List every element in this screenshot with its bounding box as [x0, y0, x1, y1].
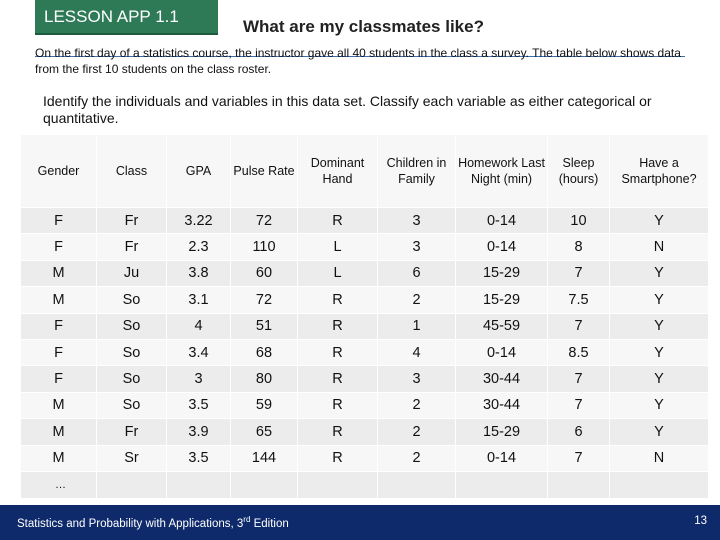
table-cell: Y — [610, 313, 709, 339]
table-cell: 3 — [167, 366, 231, 392]
table-cell: 7.5 — [548, 287, 610, 313]
table-cell: 80 — [231, 366, 298, 392]
table-cell: Fr — [97, 234, 167, 260]
table-cell: M — [21, 392, 97, 418]
page-number: 13 — [694, 515, 707, 527]
column-header: GPA — [167, 135, 231, 208]
table-cell: 7 — [548, 445, 610, 471]
table-cell: M — [21, 287, 97, 313]
table-cell: Y — [610, 419, 709, 445]
table-cell: 0-14 — [456, 208, 548, 234]
book-title: Statistics and Probability with Applications, 3rd Edition — [17, 515, 289, 530]
table-cell: M — [21, 260, 97, 286]
table-cell — [456, 471, 548, 498]
table-cell: Y — [610, 287, 709, 313]
table-cell: F — [21, 339, 97, 365]
table-cell: L — [298, 234, 378, 260]
table-cell — [610, 471, 709, 498]
table-cell: 3.8 — [167, 260, 231, 286]
table-cell — [298, 471, 378, 498]
table-cell: L — [298, 260, 378, 286]
table-cell: Y — [610, 260, 709, 286]
table-cell: 3 — [378, 234, 456, 260]
table-cell: 3.22 — [167, 208, 231, 234]
table-cell: F — [21, 313, 97, 339]
table-cell: 45-59 — [456, 313, 548, 339]
table-cell: M — [21, 419, 97, 445]
table-cell: 3.5 — [167, 392, 231, 418]
table-cell: 0-14 — [456, 234, 548, 260]
table-cell: Y — [610, 208, 709, 234]
table-row — [21, 419, 709, 445]
table-cell: 7 — [548, 313, 610, 339]
table-row — [21, 366, 709, 392]
table-cell: Fr — [97, 419, 167, 445]
table-cell: 4 — [167, 313, 231, 339]
ellipsis-cell: … — [21, 471, 97, 498]
table-cell: 15-29 — [456, 419, 548, 445]
table-cell: R — [298, 419, 378, 445]
table-cell: So — [97, 313, 167, 339]
table-cell: 59 — [231, 392, 298, 418]
table-cell: 2 — [378, 287, 456, 313]
survey-data-table — [20, 134, 709, 499]
table-cell: 3 — [378, 366, 456, 392]
table-cell: N — [610, 445, 709, 471]
table-cell: 2 — [378, 419, 456, 445]
table-cell: 6 — [378, 260, 456, 286]
table-cell: M — [21, 445, 97, 471]
table-cell: 7 — [548, 366, 610, 392]
table-cell: R — [298, 366, 378, 392]
table-cell: 68 — [231, 339, 298, 365]
table-header-row — [21, 135, 709, 208]
table-cell — [231, 471, 298, 498]
column-header: Sleep (hours) — [548, 135, 610, 208]
table-cell: 7 — [548, 392, 610, 418]
table-cell — [167, 471, 231, 498]
table-cell: R — [298, 392, 378, 418]
instructions-paragraph: Identify the individuals and variables in this data set. Classify each variable as either categorical or quantitative. — [43, 93, 652, 126]
table-cell: Sr — [97, 445, 167, 471]
table-cell: 3 — [378, 208, 456, 234]
table-cell: R — [298, 287, 378, 313]
table-row — [21, 260, 709, 286]
table-cell: 2.3 — [167, 234, 231, 260]
table-cell — [97, 471, 167, 498]
table-cell — [378, 471, 456, 498]
table-cell: R — [298, 208, 378, 234]
table-cell: R — [298, 339, 378, 365]
lesson-label: LESSON APP 1.1 — [35, 0, 218, 35]
column-header: Gender — [21, 135, 97, 208]
column-header: Pulse Rate — [231, 135, 298, 208]
table-row — [21, 234, 709, 260]
table-cell: 30-44 — [456, 366, 548, 392]
table-cell: F — [21, 366, 97, 392]
table-cell: 144 — [231, 445, 298, 471]
table-cell: 2 — [378, 445, 456, 471]
table-cell: 0-14 — [456, 339, 548, 365]
table-cell: 3.1 — [167, 287, 231, 313]
table-cell: 3.4 — [167, 339, 231, 365]
table-cell: 15-29 — [456, 260, 548, 286]
column-header: Dominant Hand — [298, 135, 378, 208]
table-cell: 60 — [231, 260, 298, 286]
table-cell: 51 — [231, 313, 298, 339]
table-row — [21, 392, 709, 418]
table-cell: 72 — [231, 287, 298, 313]
table-row — [21, 313, 709, 339]
table-row — [21, 445, 709, 471]
table-cell: So — [97, 287, 167, 313]
table-cell: F — [21, 208, 97, 234]
table-row-ellipsis — [21, 471, 709, 498]
table-cell: Fr — [97, 208, 167, 234]
intro-paragraph: On the first day of a statistics course, the instructor gave all 40 students in the class a survey. The table below shows data from the first 10 students on the class roster. — [35, 46, 681, 76]
table-cell: 3.9 — [167, 419, 231, 445]
table-cell: Y — [610, 392, 709, 418]
table-cell: R — [298, 313, 378, 339]
table-cell: So — [97, 366, 167, 392]
column-header: Have a Smartphone? — [610, 135, 709, 208]
table-cell: 7 — [548, 260, 610, 286]
table-cell: 6 — [548, 419, 610, 445]
table-cell: Y — [610, 366, 709, 392]
table-cell: 110 — [231, 234, 298, 260]
table-cell: N — [610, 234, 709, 260]
column-header: Class — [97, 135, 167, 208]
table-cell — [548, 471, 610, 498]
table-cell: 8.5 — [548, 339, 610, 365]
table-cell: 72 — [231, 208, 298, 234]
table-cell: Y — [610, 339, 709, 365]
footer-bar — [0, 505, 720, 540]
table-cell: 2 — [378, 392, 456, 418]
table-cell: 0-14 — [456, 445, 548, 471]
table-cell: 3.5 — [167, 445, 231, 471]
table-cell: 30-44 — [456, 392, 548, 418]
table-cell: So — [97, 339, 167, 365]
table-cell: 15-29 — [456, 287, 548, 313]
page-title: What are my classmates like? — [243, 17, 484, 36]
table-cell: F — [21, 234, 97, 260]
table-cell: So — [97, 392, 167, 418]
table-cell: 4 — [378, 339, 456, 365]
table-cell: 8 — [548, 234, 610, 260]
table-row — [21, 208, 709, 234]
table-cell: 1 — [378, 313, 456, 339]
column-header: Homework Last Night (min) — [456, 135, 548, 208]
table-cell: R — [298, 445, 378, 471]
table-row — [21, 339, 709, 365]
table-cell: Ju — [97, 260, 167, 286]
column-header: Children in Family — [378, 135, 456, 208]
table-cell: 65 — [231, 419, 298, 445]
table-cell: 10 — [548, 208, 610, 234]
table-row — [21, 287, 709, 313]
